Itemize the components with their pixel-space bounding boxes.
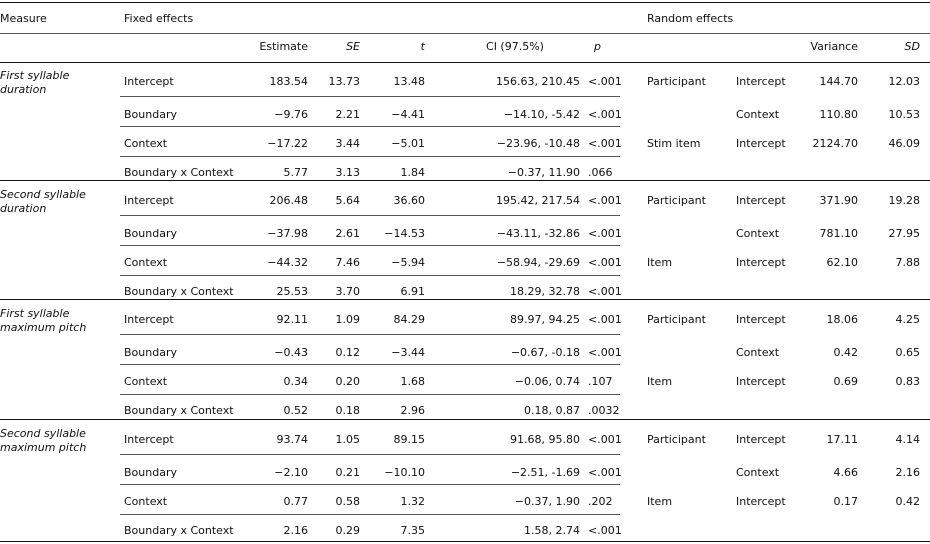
cell-ci: −2.51, -1.69: [510, 466, 580, 479]
cell-group: Item: [647, 256, 673, 269]
cell-t: 1.32: [400, 495, 425, 508]
cell-term: Context: [124, 495, 168, 508]
cell-estimate: −17.22: [267, 137, 308, 150]
header-bottom-rule: [0, 62, 930, 63]
cell-ci: 156.63, 210.45: [496, 75, 580, 88]
cell-term: Boundary x Context: [124, 524, 234, 537]
cell-variance: 0.17: [833, 495, 858, 508]
row-separator: [120, 215, 620, 216]
cell-estimate: −9.76: [274, 108, 308, 121]
cell-se: 3.13: [335, 166, 360, 179]
cell-t: −5.01: [391, 137, 425, 150]
cell-estimate: −44.32: [267, 256, 308, 269]
row-separator: [120, 126, 620, 127]
cell-t: −14.53: [384, 227, 425, 240]
cell-estimate: 206.48: [269, 194, 308, 207]
row-separator: [120, 156, 620, 157]
cell-re-term: Intercept: [736, 137, 786, 150]
group-separator: [0, 299, 930, 300]
cell-term: Boundary: [124, 346, 177, 359]
row-separator: [120, 484, 620, 485]
header-se: SE: [346, 40, 360, 53]
cell-term: Context: [124, 137, 168, 150]
cell-re-term: Context: [736, 108, 780, 121]
measure-label: Second syllable maximum pitch: [0, 427, 87, 454]
group-separator: [0, 541, 930, 542]
cell-re-term: Intercept: [736, 256, 786, 269]
cell-ci: −14.10, -5.42: [503, 108, 580, 121]
cell-term: Boundary: [124, 466, 177, 479]
cell-variance: 0.42: [833, 346, 858, 359]
header-estimate: Estimate: [259, 40, 308, 53]
cell-re-term: Intercept: [736, 313, 786, 326]
group-separator: [0, 419, 930, 420]
cell-t: 1.68: [400, 375, 425, 388]
cell-p: .066: [588, 166, 613, 179]
header-fixed-effects: Fixed effects: [124, 12, 194, 25]
cell-t: 7.35: [400, 524, 425, 537]
cell-ci: −0.37, 11.90: [507, 166, 580, 179]
cell-term: Boundary x Context: [124, 285, 234, 298]
cell-estimate: −0.43: [274, 346, 308, 359]
row-separator: [120, 454, 620, 455]
cell-group: Participant: [647, 433, 706, 446]
header-random-effects: Random effects: [647, 12, 734, 25]
cell-t: 84.29: [393, 313, 425, 326]
cell-p: <.001: [588, 194, 622, 207]
header-ci: CI (97.5%): [486, 40, 544, 53]
cell-variance: 144.70: [819, 75, 858, 88]
measure-label: First syllable duration: [0, 69, 70, 96]
cell-t: 6.91: [400, 285, 425, 298]
cell-term: Intercept: [124, 194, 174, 207]
cell-sd: 4.25: [895, 313, 920, 326]
cell-estimate: 92.11: [276, 313, 308, 326]
cell-term: Intercept: [124, 75, 174, 88]
cell-ci: −58.94, -29.69: [496, 256, 580, 269]
header-sd: SD: [904, 40, 920, 53]
cell-sd: 12.03: [888, 75, 920, 88]
cell-re-term: Intercept: [736, 194, 786, 207]
cell-re-term: Context: [736, 466, 780, 479]
cell-se: 1.05: [335, 433, 360, 446]
cell-re-term: Context: [736, 227, 780, 240]
cell-group: Participant: [647, 194, 706, 207]
cell-t: 89.15: [393, 433, 425, 446]
cell-ci: −0.37, 1.90: [514, 495, 580, 508]
cell-t: 2.96: [400, 404, 425, 417]
cell-term: Intercept: [124, 313, 174, 326]
cell-sd: 27.95: [888, 227, 920, 240]
cell-ci: −23.96, -10.48: [496, 137, 580, 150]
cell-sd: 46.09: [888, 137, 920, 150]
cell-estimate: −2.10: [274, 466, 308, 479]
cell-ci: 89.97, 94.25: [510, 313, 580, 326]
cell-group: Item: [647, 495, 673, 508]
cell-se: 3.44: [335, 137, 360, 150]
header-t: t: [420, 40, 425, 53]
row-separator: [120, 275, 620, 276]
cell-p: <.001: [588, 227, 622, 240]
cell-variance: 781.10: [819, 227, 858, 240]
cell-term: Boundary: [124, 227, 177, 240]
cell-term: Intercept: [124, 433, 174, 446]
cell-group: Stim item: [647, 137, 701, 150]
cell-term: Context: [124, 256, 168, 269]
header-variance: Variance: [810, 40, 858, 53]
cell-variance: 62.10: [826, 256, 858, 269]
cell-estimate: 5.77: [283, 166, 308, 179]
cell-sd: 0.42: [895, 495, 920, 508]
cell-ci: 1.58, 2.74: [524, 524, 580, 537]
cell-t: −10.10: [384, 466, 425, 479]
cell-t: −5.94: [391, 256, 425, 269]
cell-group: Participant: [647, 75, 706, 88]
cell-se: 2.21: [335, 108, 360, 121]
cell-term: Boundary x Context: [124, 404, 234, 417]
cell-se: 0.12: [335, 346, 360, 359]
cell-se: 7.46: [335, 256, 360, 269]
cell-se: 0.58: [335, 495, 360, 508]
cell-sd: 0.65: [895, 346, 920, 359]
cell-p: <.001: [588, 256, 622, 269]
cell-term: Context: [124, 375, 168, 388]
cell-se: 1.09: [335, 313, 360, 326]
cell-se: 0.20: [335, 375, 360, 388]
cell-ci: 0.18, 0.87: [524, 404, 580, 417]
cell-variance: 110.80: [819, 108, 858, 121]
cell-p: <.001: [588, 433, 622, 446]
header-measure: Measure: [0, 12, 47, 25]
header-mid-rule: [0, 33, 930, 34]
cell-re-term: Intercept: [736, 433, 786, 446]
cell-variance: 4.66: [833, 466, 858, 479]
row-separator: [120, 394, 620, 395]
cell-estimate: −37.98: [267, 227, 308, 240]
cell-sd: 7.88: [895, 256, 920, 269]
cell-ci: −43.11, -32.86: [496, 227, 580, 240]
cell-p: <.001: [588, 346, 622, 359]
cell-t: −4.41: [391, 108, 425, 121]
cell-p: .0032: [588, 404, 620, 417]
row-separator: [120, 245, 620, 246]
cell-t: −3.44: [391, 346, 425, 359]
cell-variance: 17.11: [826, 433, 858, 446]
cell-se: 0.18: [335, 404, 360, 417]
row-separator: [120, 96, 620, 97]
cell-p: .202: [588, 495, 613, 508]
cell-se: 3.70: [335, 285, 360, 298]
cell-re-term: Context: [736, 346, 780, 359]
cell-sd: 19.28: [888, 194, 920, 207]
cell-estimate: 2.16: [283, 524, 308, 537]
cell-variance: 371.90: [819, 194, 858, 207]
cell-estimate: 183.54: [269, 75, 308, 88]
cell-p: .107: [588, 375, 613, 388]
cell-estimate: 0.52: [283, 404, 308, 417]
cell-p: <.001: [588, 285, 622, 298]
cell-t: 1.84: [400, 166, 425, 179]
cell-se: 2.61: [335, 227, 360, 240]
cell-ci: −0.67, -0.18: [510, 346, 580, 359]
cell-ci: 195.42, 217.54: [496, 194, 580, 207]
cell-term: Boundary: [124, 108, 177, 121]
cell-t: 36.60: [393, 194, 425, 207]
cell-estimate: 0.34: [283, 375, 308, 388]
cell-se: 0.29: [335, 524, 360, 537]
cell-p: <.001: [588, 137, 622, 150]
cell-p: <.001: [588, 524, 622, 537]
measure-label: First syllable maximum pitch: [0, 307, 87, 334]
header-p: p: [594, 40, 601, 53]
cell-se: 0.21: [335, 466, 360, 479]
cell-se: 5.64: [335, 194, 360, 207]
cell-re-term: Intercept: [736, 495, 786, 508]
cell-group: Item: [647, 375, 673, 388]
cell-p: <.001: [588, 466, 622, 479]
cell-ci: −0.06, 0.74: [514, 375, 580, 388]
cell-sd: 4.14: [895, 433, 920, 446]
cell-p: <.001: [588, 75, 622, 88]
cell-t: 13.48: [393, 75, 425, 88]
measure-label: Second syllable duration: [0, 188, 86, 215]
cell-variance: 2124.70: [812, 137, 858, 150]
cell-re-term: Intercept: [736, 375, 786, 388]
cell-estimate: 25.53: [276, 285, 308, 298]
cell-p: <.001: [588, 313, 622, 326]
cell-ci: 91.68, 95.80: [510, 433, 580, 446]
row-separator: [120, 364, 620, 365]
cell-variance: 18.06: [826, 313, 858, 326]
table-top-rule: [0, 2, 930, 3]
cell-se: 13.73: [328, 75, 360, 88]
cell-term: Boundary x Context: [124, 166, 234, 179]
cell-estimate: 0.77: [283, 495, 308, 508]
group-separator: [0, 180, 930, 181]
row-separator: [120, 514, 620, 515]
cell-ci: 18.29, 32.78: [510, 285, 580, 298]
cell-p: <.001: [588, 108, 622, 121]
cell-variance: 0.69: [833, 375, 858, 388]
cell-group: Participant: [647, 313, 706, 326]
cell-sd: 2.16: [895, 466, 920, 479]
cell-sd: 10.53: [888, 108, 920, 121]
cell-re-term: Intercept: [736, 75, 786, 88]
cell-sd: 0.83: [895, 375, 920, 388]
row-separator: [120, 334, 620, 335]
cell-estimate: 93.74: [276, 433, 308, 446]
